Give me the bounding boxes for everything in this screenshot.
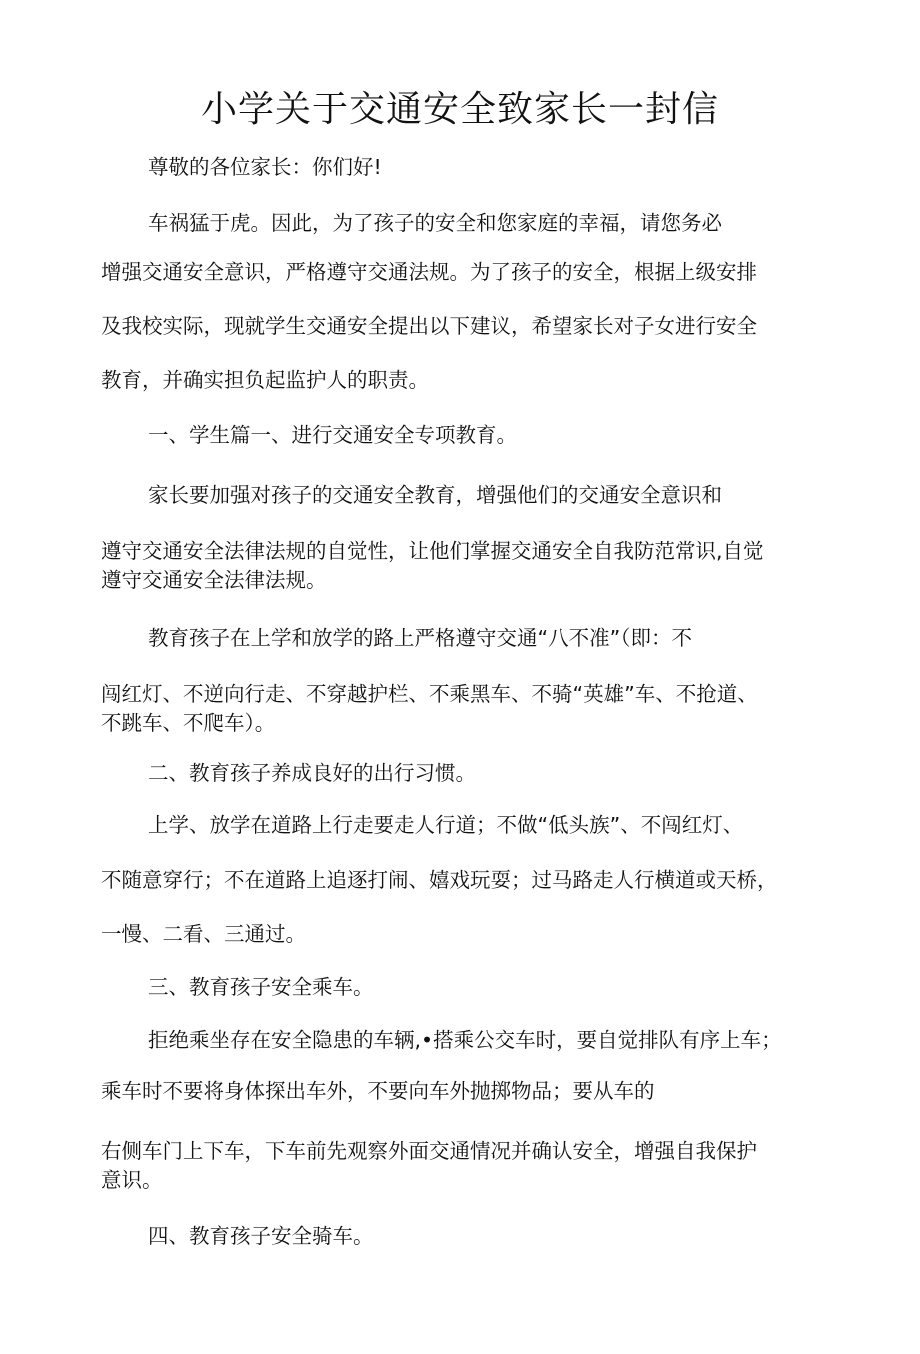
paragraph-line: 上学、放学在道路上行走要走人行道；不做“低头族”、不闯红灯、 <box>148 813 744 837</box>
paragraph-line: 遵守交通安全法律法规的自觉性，让他们掌握交通安全自我防范常识,自觉 <box>101 539 764 563</box>
paragraph-line: 闯红灯、不逆向行走、不穿越护栏、不乘黑车、不骑“英雄”车、不抢道、 <box>101 682 758 706</box>
salutation: 尊敬的各位家长：你们好! <box>148 155 382 179</box>
paragraph-line: 一慢、二看、三通过。 <box>101 922 306 946</box>
paragraph-line: 遵守交通安全法律法规。 <box>101 568 327 592</box>
paragraph-line: 家长要加强对孩子的交通安全教育，增强他们的交通安全意识和 <box>148 483 722 507</box>
section-heading: 一、学生篇一、进行交通安全专项教育。 <box>148 423 517 447</box>
paragraph-line: 不跳车、不爬车）。 <box>101 711 276 735</box>
section-heading: 二、教育孩子养成良好的出行习惯。 <box>148 761 476 785</box>
paragraph-line: 意识。 <box>101 1168 163 1192</box>
section-heading: 三、教育孩子安全乘车。 <box>148 975 374 999</box>
paragraph-line: 教育，并确实担负起监护人的职责。 <box>101 368 429 392</box>
paragraph-line: 教育孩子在上学和放学的路上严格遵守交通“八不准”（即：不 <box>148 626 692 650</box>
section-heading: 四、教育孩子安全骑车。 <box>148 1224 374 1248</box>
paragraph-line: 车祸猛于虎。因此，为了孩子的安全和您家庭的幸福，请您务必 <box>148 211 722 235</box>
paragraph-line: 不随意穿行；不在道路上追逐打闹、嬉戏玩耍；过马路走人行横道或天桥， <box>101 868 778 892</box>
paragraph-line: 增强交通安全意识，严格遵守交通法规。为了孩子的安全，根据上级安排 <box>101 260 757 284</box>
document-title: 小学关于交通安全致家长一封信 <box>200 89 719 130</box>
paragraph-line: 及我校实际，现就学生交通安全提出以下建议，希望家长对子女进行安全 <box>101 314 757 338</box>
paragraph-line: 拒绝乘坐存在安全隐患的车辆,•搭乘公交车时，要自觉排队有序上车； <box>148 1028 782 1052</box>
paragraph-line: 乘车时不要将身体探出车外，不要向车外抛掷物品；要从车的 <box>101 1079 655 1103</box>
paragraph-line: 右侧车门上下车，下车前先观察外面交通情况并确认安全，增强自我保护 <box>101 1139 757 1163</box>
